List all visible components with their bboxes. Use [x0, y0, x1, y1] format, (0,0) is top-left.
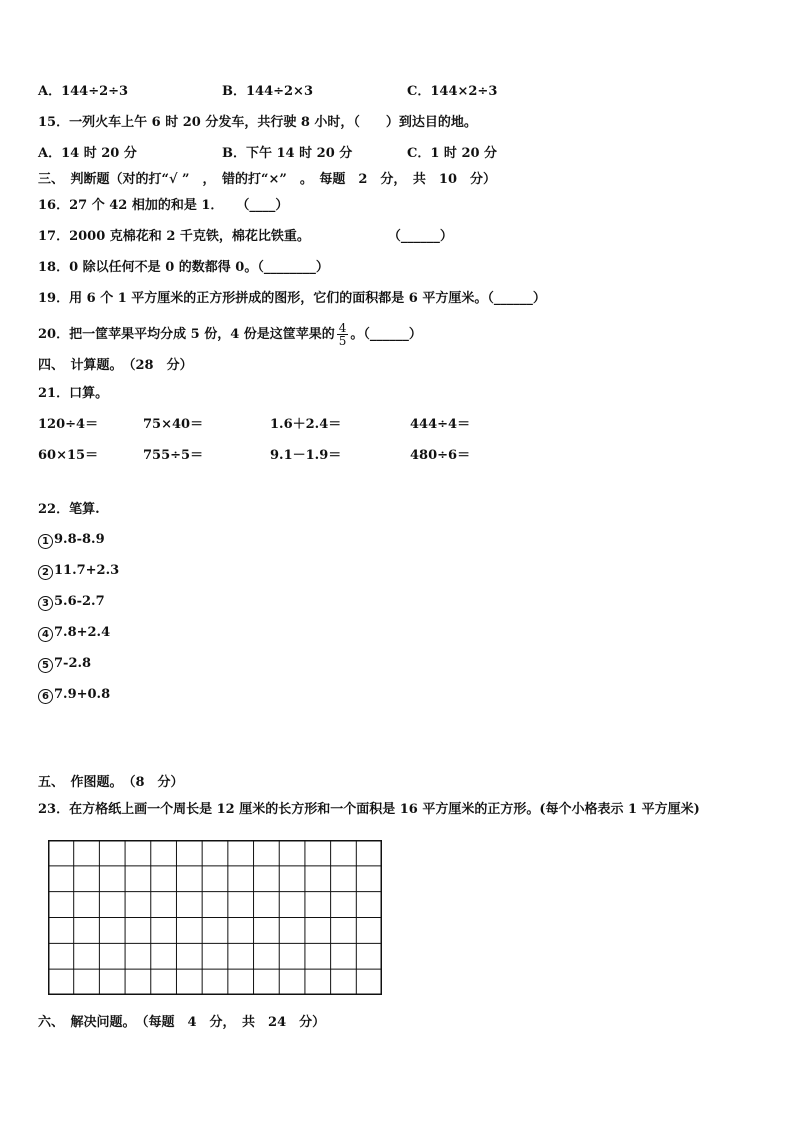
- grid-lines: [48, 840, 382, 995]
- q21-cell: 9.1－1.9＝: [270, 448, 342, 463]
- q22-expression: 11.7+2.3: [54, 563, 120, 578]
- q18: 18．0 除以任何不是 0 的数都得 0。（________）: [38, 260, 329, 275]
- q20-fraction: [337, 322, 349, 347]
- circled-number-marker: 4: [38, 627, 53, 642]
- q20-fraction-denominator: 5: [338, 334, 347, 348]
- section6-title: 六、 解决问题。 （每题 4 分， 共 24 分）: [38, 1015, 326, 1030]
- q21-cell: 120÷4＝: [38, 417, 99, 432]
- q21-cell: 755÷5＝: [143, 448, 204, 463]
- q16: 16．27 个 42 相加的和是 1． （____）: [38, 198, 289, 213]
- q22-item: [38, 532, 105, 549]
- q23: 23．在方格纸上画一个周长是 12 厘米的长方形和一个面积是 16 平方厘米的正方形。(每个小格表示 1 平方厘米): [38, 802, 700, 817]
- section3-title: 三、 判断题（对的打“√ ” ， 错的打“×” 。 每题 2 分， 共 10 分）: [38, 172, 497, 187]
- q22-expression: 9.8-8.9: [54, 532, 105, 547]
- q22-expression: 5.6-2.7: [54, 594, 105, 609]
- q21-cell: 75×40＝: [143, 417, 204, 432]
- circled-number-marker: 5: [38, 658, 53, 673]
- circled-number-marker: 2: [38, 565, 53, 580]
- q20-text-after: 。（______）: [350, 327, 422, 342]
- q22-expression: 7-2.8: [54, 656, 92, 671]
- q15-option-b: B．下午 14 时 20 分: [222, 146, 353, 161]
- q15-option-c: C．1 时 20 分: [407, 146, 498, 161]
- q20: [38, 322, 422, 347]
- q22-expression: 7.8+2.4: [54, 625, 111, 640]
- q21-cell: 480÷6＝: [410, 448, 471, 463]
- q21-cell: 1.6＋2.4＝: [270, 417, 342, 432]
- q22-item: [38, 656, 91, 673]
- circled-number-marker: 1: [38, 534, 53, 549]
- q22-item: [38, 625, 110, 642]
- q22-item: [38, 594, 105, 611]
- q14-option-c: C．144×2÷3: [407, 84, 498, 99]
- q17: 17．2000 克棉花和 2 千克铁，棉花比铁重。 （______）: [38, 229, 453, 244]
- grid-paper[interactable]: [48, 840, 382, 995]
- q21-cell: 60×15＝: [38, 448, 99, 463]
- q22-expression: 7.9+0.8: [54, 687, 111, 702]
- q20-text-before: 20．把一筐苹果平均分成 5 份，4 份是这筐苹果的: [38, 327, 335, 342]
- q19: 19．用 6 个 1 平方厘米的正方形拼成的图形，它们的面积都是 6 平方厘米。（______）: [38, 291, 546, 306]
- q15-stem: 15．一列火车上午 6 时 20 分发车，共行驶 8 小时，（ ）到达目的地。: [38, 115, 477, 130]
- section4-title: 四、 计算题。 （28 分）: [38, 358, 193, 373]
- q22-item: [38, 563, 119, 580]
- q20-fraction-numerator: 4: [338, 321, 347, 335]
- section5-title: 五、 作图题。 （8 分）: [38, 775, 184, 790]
- circled-number-marker: 3: [38, 596, 53, 611]
- q14-option-b: B．144÷2×3: [222, 84, 314, 99]
- q14-option-a: A．144÷2÷3: [38, 84, 129, 99]
- q15-option-a: A．14 时 20 分: [38, 146, 137, 161]
- q21-cell: 444÷4＝: [410, 417, 471, 432]
- q22-label: 22．笔算.: [38, 502, 100, 517]
- q22-item: [38, 687, 110, 704]
- q21-label: 21．口算。: [38, 386, 109, 401]
- circled-number-marker: 6: [38, 689, 53, 704]
